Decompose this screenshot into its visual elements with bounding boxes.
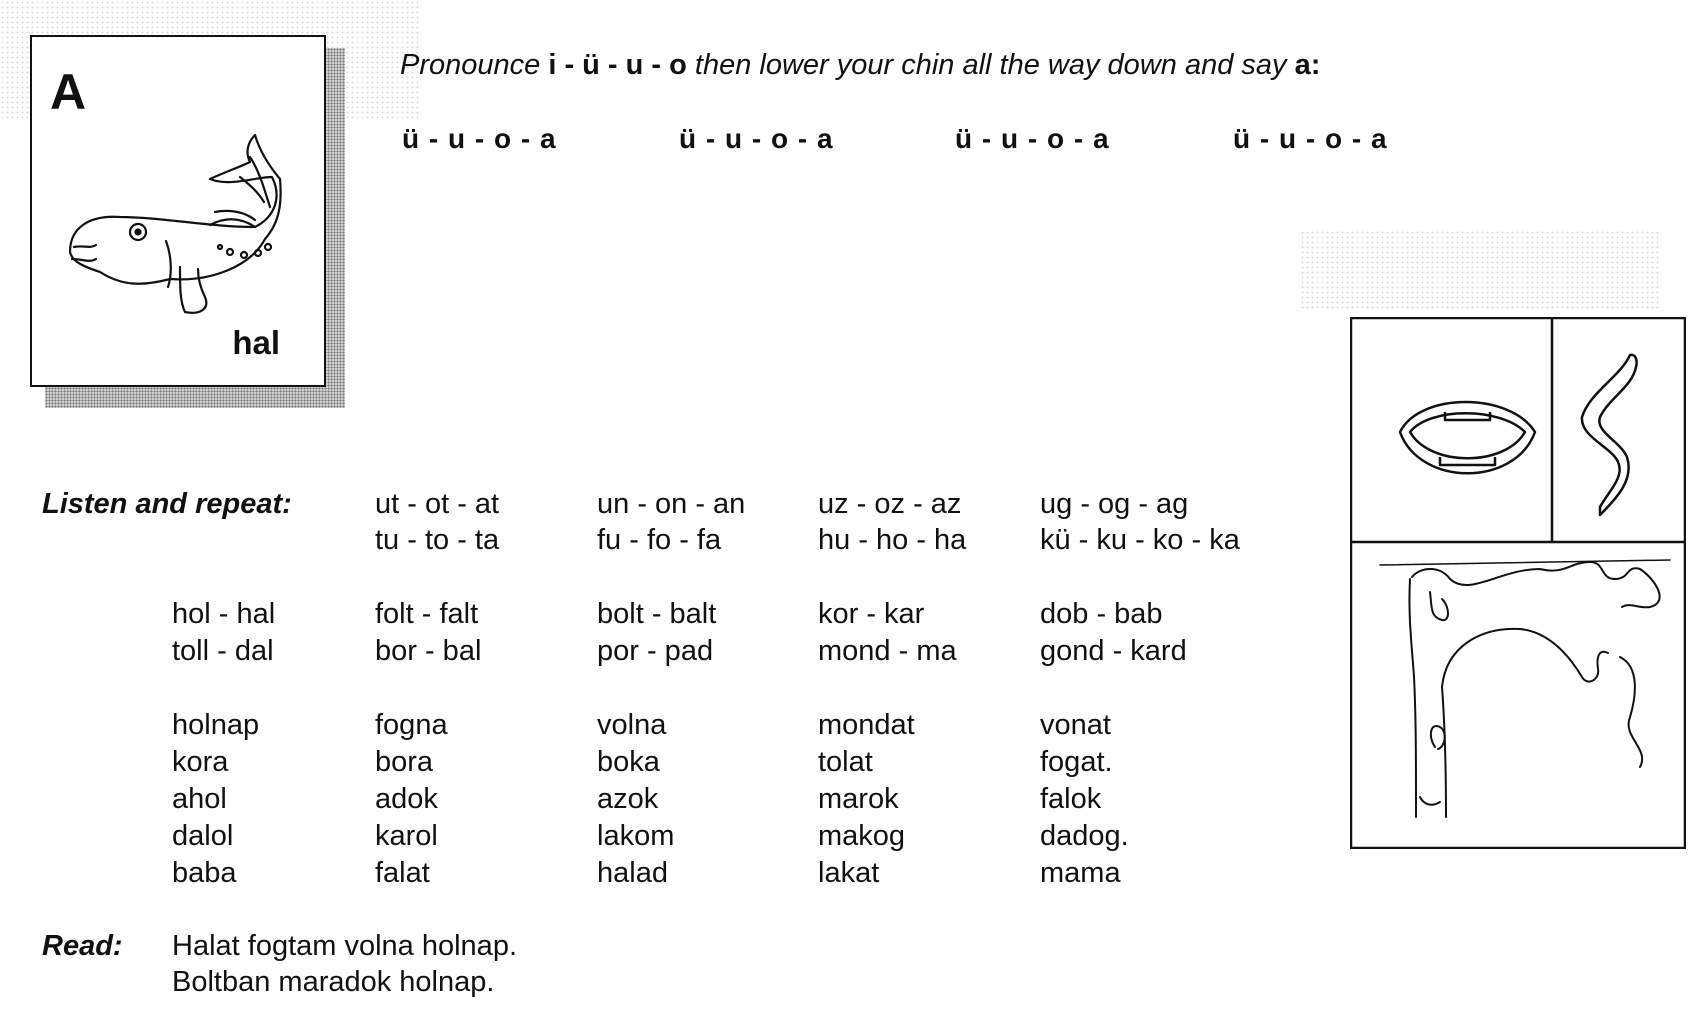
read-sentence: Halat fogtam volna holnap. [172,930,517,962]
word-cell: mondat [818,709,915,741]
read-label: Read: [42,930,123,962]
word-cell: baba [172,857,237,889]
instruction-prefix: Pronounce [400,49,549,81]
word-cell: adok [375,783,438,815]
vowel-sequence: ü - u - o - a [402,123,557,154]
listen-label: Listen and repeat: [42,488,292,520]
letter-card [30,35,326,387]
syllable-cell: ug - og - ag [1040,488,1189,520]
word-cell: fogat. [1040,746,1113,778]
word-cell: marok [818,783,899,815]
word-cell: ahol [172,783,227,815]
pair-cell: kor - kar [818,598,925,630]
word-cell: kora [172,746,229,778]
vowel-sequence: ü - u - o - a [1233,123,1388,154]
vowel-sequence: ü - u - o - a [955,123,1110,154]
pair-cell: por - pad [597,635,714,667]
word-cell: fogna [375,709,448,741]
card-word: hal [232,324,280,361]
pair-cell: hol - hal [172,598,276,630]
paper-texture [1300,230,1660,310]
instruction-vowels: i - ü - u - o [548,49,687,81]
read-sentence: Boltban maradok holnap. [172,966,495,998]
syllable-cell: hu - ho - ha [818,524,967,556]
lip-profile-icon [1582,355,1637,515]
instruction [400,48,1320,83]
vocal-tract-icon [1380,560,1670,817]
syllable-cell: tu - to - ta [375,524,500,556]
word-cell: lakom [597,820,675,852]
pair-cell: gond - kard [1040,635,1187,667]
syllable-cell: ut - ot - at [375,488,500,520]
pair-cell: bor - bal [375,635,482,667]
card-letter: A [50,64,87,120]
pair-cell: bolt - balt [597,598,717,630]
pair-cell: folt - falt [375,598,479,630]
syllable-cell: fu - fo - fa [597,524,722,556]
word-cell: azok [597,783,659,815]
pair-cell: toll - dal [172,635,274,667]
word-cell: lakat [818,857,880,889]
vowel-sequence: ü - u - o - a [679,123,834,154]
instruction-final: a: [1294,49,1321,81]
open-mouth-icon [1400,402,1535,473]
word-cell: bora [375,746,434,778]
word-cell: halad [597,857,668,889]
articulation-diagram [1350,317,1686,849]
syllable-cell: kü - ku - ko - ka [1040,524,1240,556]
word-cell: boka [597,746,660,778]
pair-cell: dob - bab [1040,598,1163,630]
word-cell: dalol [172,820,234,852]
syllable-cell: un - on - an [597,488,746,520]
word-cell: tolat [818,746,873,778]
word-cell: mama [1040,857,1121,889]
word-cell: volna [597,709,667,741]
word-cell: falat [375,857,430,889]
word-cell: dadog. [1040,820,1129,852]
word-cell: falok [1040,783,1102,815]
instruction-middle: then lower your chin all the way down and say [686,49,1295,81]
word-cell: vonat [1040,709,1111,741]
word-cell: karol [375,820,438,852]
syllable-cell: uz - oz - az [818,488,962,520]
word-cell: holnap [172,709,260,741]
word-cell: makog [818,820,906,852]
fish-icon [60,117,300,317]
pair-cell: mond - ma [818,635,957,667]
